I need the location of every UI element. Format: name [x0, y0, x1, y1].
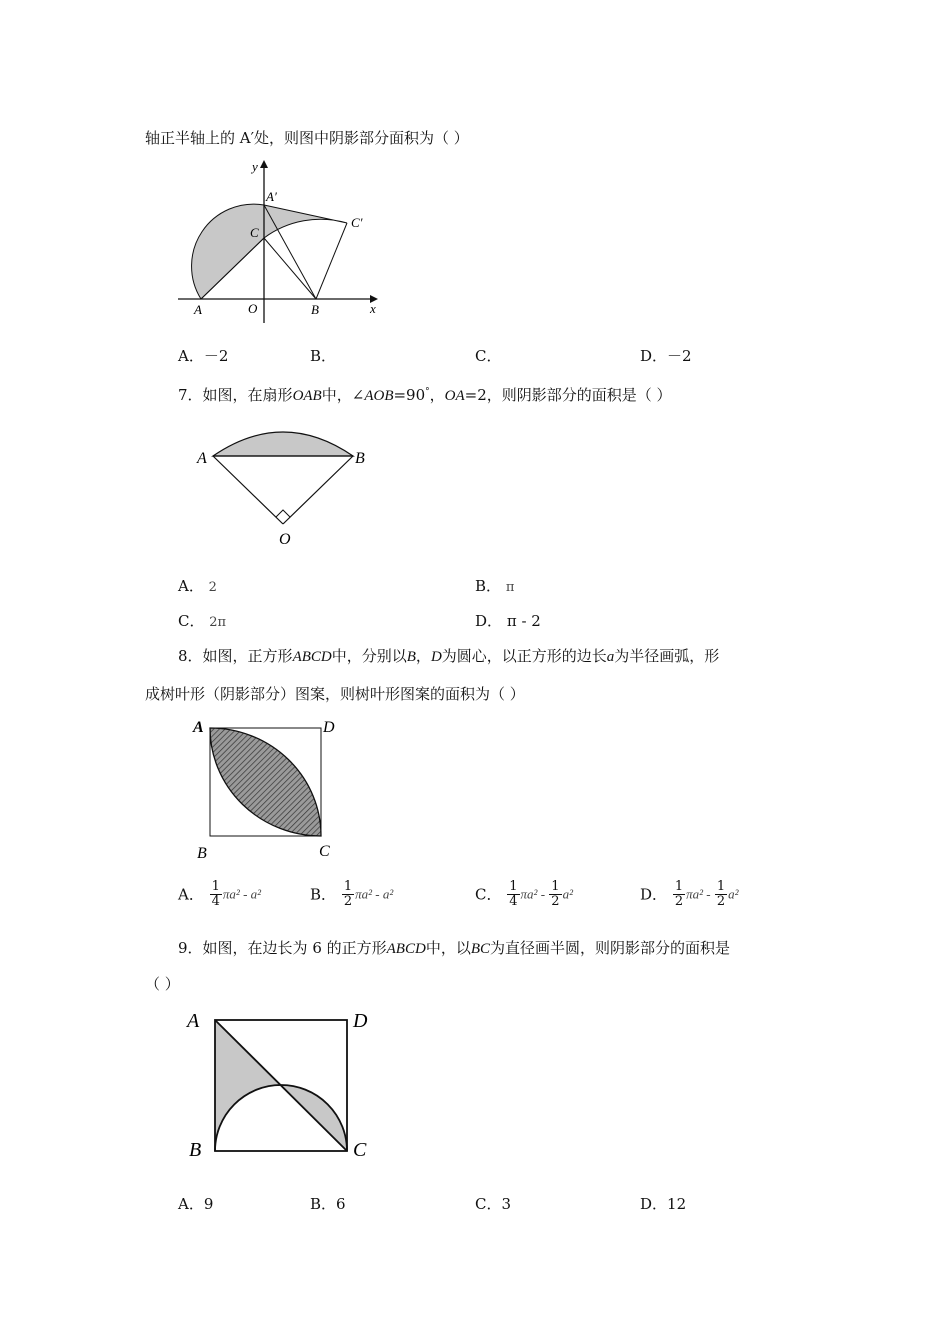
- q8-option-a[interactable]: A． $\frac{1}{4}$ πa² - a²: [178, 879, 262, 909]
- q6-label-b: B: [311, 302, 319, 317]
- q8-stem-line1: 8．如图，正方形ABCD中，分别以B，D为圆心，以正方形的边长a为半径画弧，形: [178, 647, 720, 665]
- q6-option-c[interactable]: C．: [475, 347, 502, 365]
- q6-label-c: C: [250, 225, 259, 240]
- q6-label-y: y: [252, 159, 258, 174]
- q9-stem-line1: 9．如图，在边长为 6 的正方形ABCD中，以BC为直径画半圆，则阴影部分的面积是: [178, 939, 731, 957]
- q8-option-d[interactable]: D． $\frac{1}{2}$ πa² - $\frac{1}{2}$ a²: [640, 879, 739, 909]
- q7-stem: 7．如图，在扇形OAB中，∠AOB=90°，OA=2，则阴影部分的面积是（ ）: [178, 386, 672, 404]
- q9-label-b: B: [189, 1139, 202, 1161]
- q8-option-c[interactable]: C． $\frac{1}{4}$ πa² - $\frac{1}{2}$ a²: [475, 879, 573, 909]
- q9-label-a: A: [187, 1010, 200, 1032]
- q6-option-b[interactable]: B．: [310, 347, 337, 365]
- q9-option-c[interactable]: C．3: [475, 1195, 512, 1213]
- q6-figure: [170, 155, 385, 325]
- q6-label-a: A: [194, 302, 202, 317]
- q9-label-c: C: [353, 1139, 367, 1161]
- q9-figure: [185, 1002, 385, 1167]
- q9-option-b[interactable]: B．6: [310, 1195, 346, 1213]
- q7-option-b[interactable]: B． π: [475, 577, 515, 595]
- q9-label-d: D: [353, 1010, 368, 1032]
- q7-figure: [195, 420, 375, 550]
- q8-label-d: D: [323, 719, 335, 736]
- q9-option-d[interactable]: D．12: [640, 1195, 687, 1213]
- q7-label-a: A: [197, 450, 207, 467]
- q8-figure: [185, 712, 345, 867]
- q8-label-a: A: [193, 719, 204, 736]
- q8-label-b: B: [197, 845, 207, 862]
- q8-option-b[interactable]: B． $\frac{1}{2}$ πa² - a²: [310, 879, 394, 909]
- q8-label-c: C: [319, 843, 330, 860]
- q8-stem-line2: 成树叶形（阴影部分）图案，则树叶形图案的面积为（ ）: [145, 685, 525, 703]
- q6-label-o: O: [248, 301, 258, 316]
- q7-option-a[interactable]: A． 2: [178, 577, 217, 595]
- q7-label-o: O: [279, 531, 291, 548]
- q9-option-a[interactable]: A．9: [178, 1195, 214, 1213]
- q7-option-d[interactable]: D． π - 2: [475, 612, 541, 630]
- q6-option-d[interactable]: D．－2: [640, 347, 692, 365]
- q6-label-x: x: [370, 301, 376, 316]
- q9-stem-line2: （ ）: [145, 975, 180, 993]
- q6-stem-tail: 轴正半轴上的 A′处，则图中阴影部分面积为（ ）: [145, 129, 469, 147]
- q7-option-c[interactable]: C． 2π: [178, 612, 227, 630]
- q7-label-b: B: [355, 450, 365, 467]
- q6-label-a-prime: A′: [266, 189, 277, 204]
- q6-option-a[interactable]: A．－2: [178, 347, 229, 365]
- q6-label-c-prime: C′: [351, 215, 363, 230]
